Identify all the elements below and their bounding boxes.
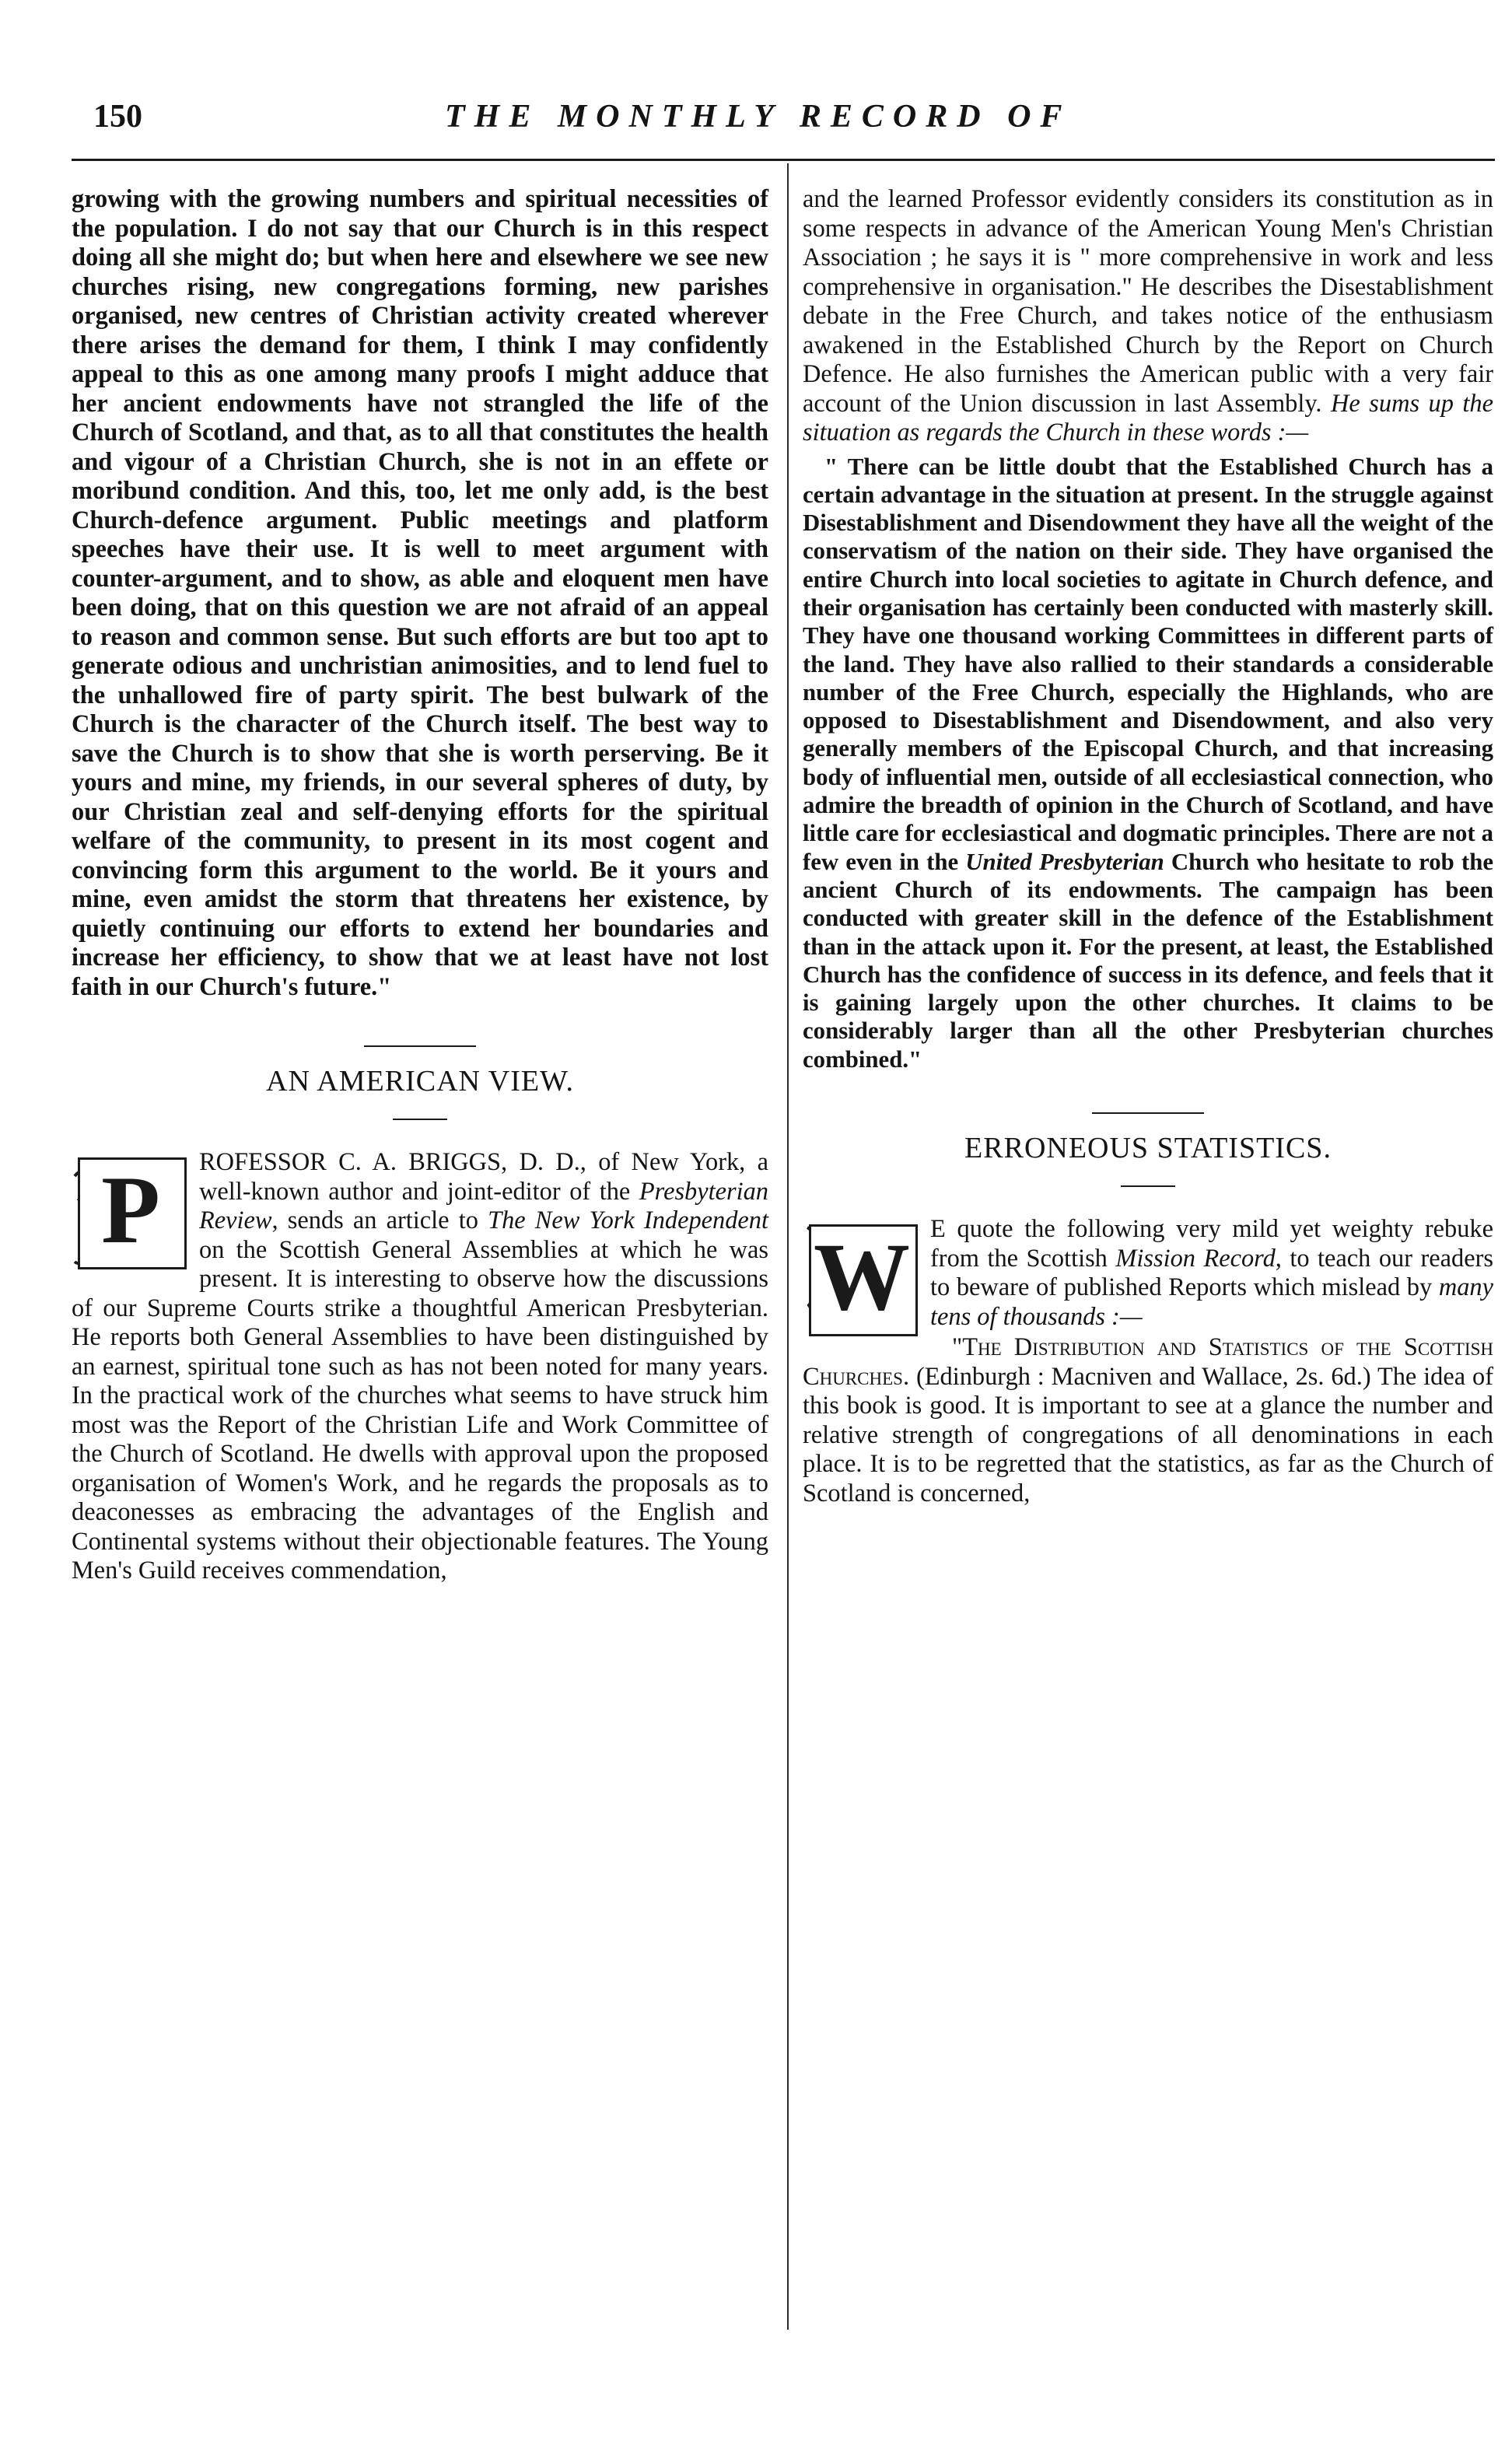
left-column: [72, 185, 768, 1586]
publication-title: Mission Record: [1115, 1244, 1276, 1273]
review-text: (Edinburgh : Macniven and Wallace, 2s. 6d.) The idea of this book is good. It is important to see at a glance the number and relative strength of congregations of all denominations in each place. It is to be regretted that the statistics, as far as the Church of Scotland is concerned,: [803, 1362, 1493, 1507]
quote-text: Church who hesitate to rob the ancient Church of its endowments. The campaign has been conducted with greater skill in the defence of the Establishment than in the attack upon it. For the present, at least, the Established Church has the confidence of success in its defence, and feels that it is gaining largely upon the other churches. It claims to be considerably larger than all the other Presbyterian churches combined.": [803, 848, 1493, 1073]
header-rule: [72, 159, 1495, 161]
page-number: 150: [93, 99, 142, 135]
article-text: and the learned Professor evidently considers its constitution as in some respects in advance of the American Young Men's Christian Association ; he says it is " more comprehensive in work and less comprehensive in organisation." He describes the Disestablishment debate in the Free Church, and takes notice of the enthusiasm awakened in the Established Church by the Report on Church Defence. He also furnishes the American public with a very fair account of the Union discussion in last Assembly.: [803, 185, 1493, 418]
article-text: , to teach our readers to beware of published Reports which mislead by: [930, 1244, 1494, 1302]
section-subrule: [393, 1119, 447, 1120]
ornamental-drop-cap: [72, 1153, 188, 1269]
right-column: [803, 185, 1493, 1508]
article-text: , sends an article to: [271, 1206, 488, 1234]
author-name: C. A. BRIGGS: [338, 1148, 502, 1176]
lead-word: ROFESSOR: [199, 1148, 327, 1176]
speech-continuation-paragraph: growing with the growing numbers and spiritual necessities of the population. I do not say that our Church is in this respect doing all she might do; but when here and elsewhere we see new churches rising, new congregations forming, new parishes organised, new centres of Christian activity created wherever there arises the demand for them, I think I may confidently appeal to this as one among many proofs I might adduce that her ancient endowments have not strangled the life of the Church of Scotland, and that, as to all that constitutes the health and vigour of a Christian Church, she is not in an effete or moribund condition. And this, too, let me only add, is the best Church-defence argument. Public meetings and platform speeches have their use. It is well to meet argument with counter-argument, and to show, as able and eloquent men have been doing, that on this question we are not afraid of an appeal to reason and common sense. But such efforts are but too apt to generate odious and unchristian animosities, and to lend fuel to the unhallowed fire of party spirit. The best bulwark of the Church is the character of the Church itself. The best way to save the Church is to show that she is worth perserving. Be it yours and mine, my friends, in our several spheres of duty, by our Christian zeal and self-denying efforts for the spiritual welfare of the community, to present in its most cogent and convincing form this argument to the world. Be it yours and mine, even amidst the storm that threatens her existence, by quietly continuing our efforts to extend her boundaries and increase her efficiency, to show that we at least have not lost faith in our Church's future.": [72, 185, 768, 1001]
american-view-continuation: [803, 185, 1493, 448]
running-title: THE MONTHLY RECORD OF: [445, 99, 1072, 135]
emphasis-text: many tens of thousands :—: [930, 1273, 1493, 1331]
review-paragraph: [803, 1333, 1493, 1508]
erroneous-statistics-paragraph: [803, 1215, 1493, 1332]
lead-word: E: [930, 1215, 946, 1244]
american-view-paragraph: [72, 1148, 768, 1586]
quote-text: " There can be little doubt that the Established Church has a certain advantage in the situation at present. In the struggle against Disestablishment and Disendowment they have all the weight of the conservatism of the nation on their side. They have organised the entire Church into local societies to agitate in Church defence, and their organisation has certainly been conducted with masterly skill. They have one thousand working Committees in different parts of the land. They have also rallied to their standards a considerable number of the Free Church, especially the Highlands, who are opposed to Disestablishment and Disendowment, and also very generally members of the Episcopal Church, and that increasing body of influential men, outside of all ecclesiastical connection, who admire the breadth of opinion in the Church of Scotland, and have little care for ecclesiastical and dogmatic principles. There are not a few even in the: [803, 453, 1493, 875]
quoted-passage: [803, 453, 1493, 1074]
article-text: on the Scottish General Assemblies at which he was present. It is interesting to observe how the discussions of our Supreme Courts strike a thoughtful American Presbyterian. He reports both General Assemblies to have been distinguished by an earnest, spiritual tone such as has not been noted for many years. In the practical work of the churches what seems to have struck him most was the Report of the Christian Life and Work Committee of the Church of Scotland. He dwells with approval upon the proposed organisation of Women's Work, and he regards the proposals as to deaconesses as embracing the advantages of the English and Continental systems without their objectionable features. The Young Men's Guild receives commendation,: [72, 1235, 768, 1584]
ornamental-drop-cap: [803, 1220, 919, 1336]
article-text: quote the following very mild yet weighty rebuke from the Scottish: [930, 1215, 1493, 1273]
section-heading-erroneous-statistics: ERRONEOUS STATISTICS.: [964, 1132, 1332, 1165]
drop-cap-letter: P: [101, 1157, 160, 1263]
book-citation: "The Distribution and Statistics of the Scottish Churches.: [803, 1333, 1493, 1391]
section-divider: [364, 1045, 476, 1047]
publication-title: The New York Independent: [488, 1206, 768, 1234]
column-divider: [787, 163, 789, 2330]
drop-cap-letter: W: [814, 1224, 910, 1331]
article-text: , D. D., of New York, a well-known author and joint-editor of the: [199, 1148, 768, 1206]
section-heading-american-view: AN AMERICAN VIEW.: [266, 1065, 574, 1098]
section-divider: [1092, 1112, 1204, 1114]
section-subrule: [1121, 1185, 1175, 1187]
church-name: United Presbyterian: [965, 848, 1164, 875]
publication-title: Presbyterian Review: [199, 1177, 768, 1234]
running-head: [93, 98, 1486, 145]
summary-lead-in: He sums up the situation as regards the Church in these words :—: [803, 389, 1493, 446]
